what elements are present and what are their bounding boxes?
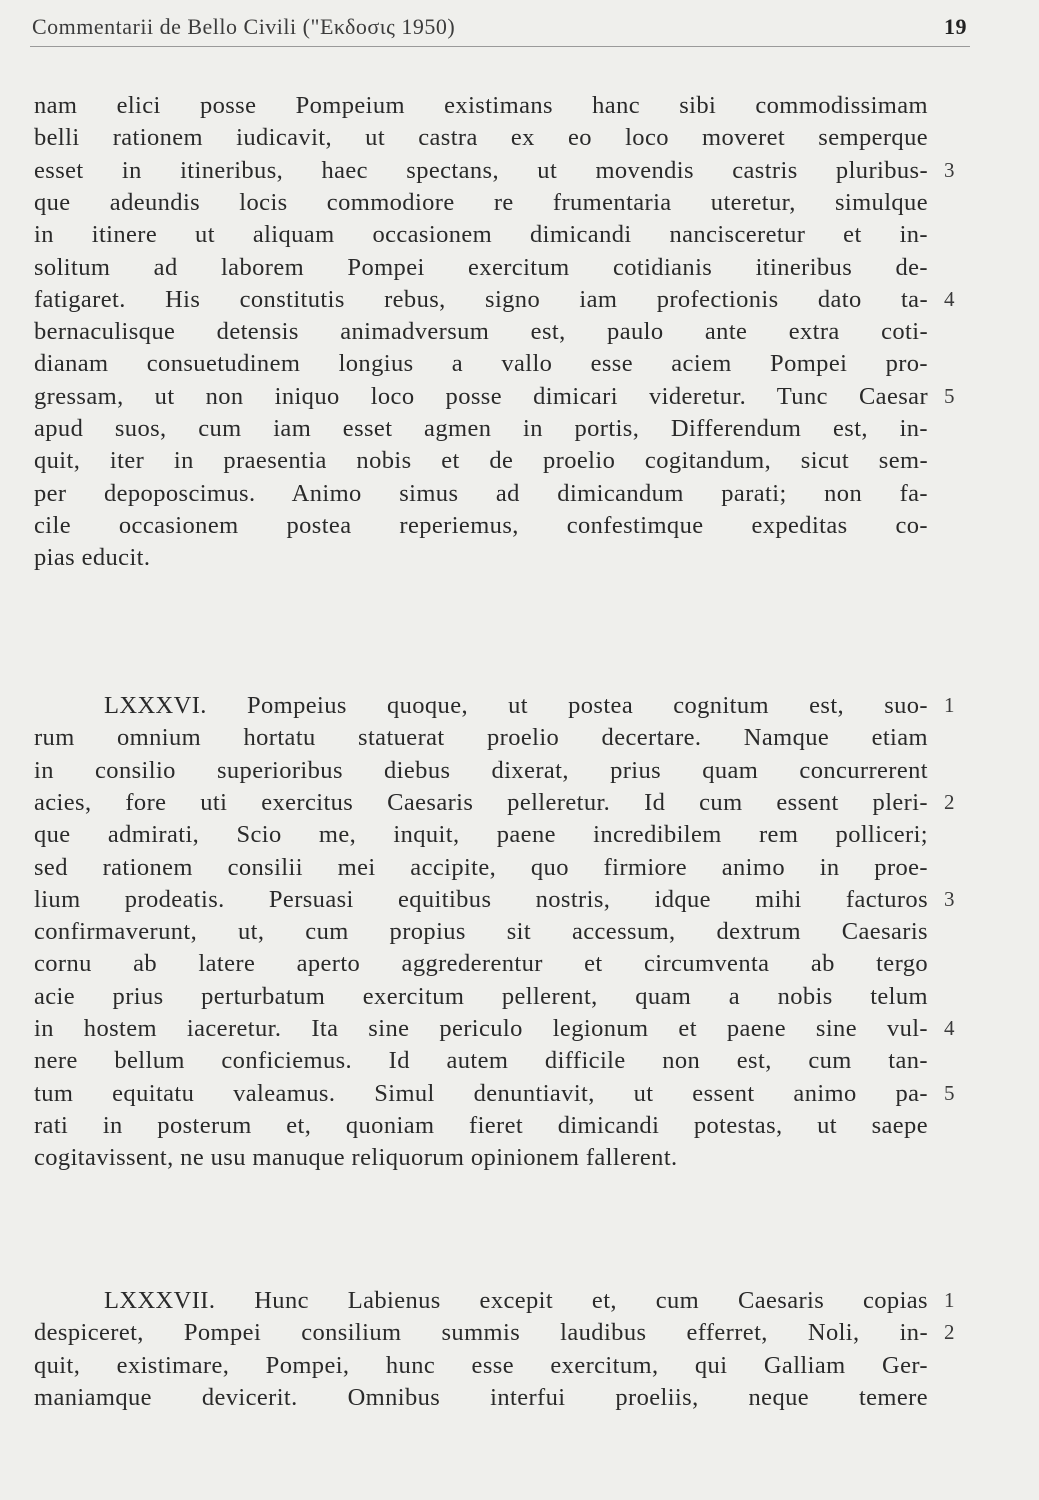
text-line: cogitavissent, ne usu manuque reliquorum opinionem fallerent. <box>34 1144 678 1172</box>
running-title: Commentarii de Bello Civili ("Εκδοσις 1950) <box>32 14 456 39</box>
text-line: maniamque devicerit. Omnibus interfui proeliis, neque temere <box>34 1383 928 1411</box>
text-line: LXXXVI. Pompeius quoque, ut postea cognitum est, suo- <box>104 692 928 719</box>
section-number: 4 <box>944 286 955 311</box>
section-number: 3 <box>944 886 955 911</box>
section-number: 1 <box>944 693 955 717</box>
text-line: rati in posterum et, quoniam fieret dimicandi potestas, ut saepe <box>34 1111 928 1139</box>
text-line: lium prodeatis. Persuasi equitibus nostris, idque mihi facturos <box>34 885 928 913</box>
text-line: in itinere ut aliquam occasionem dimicandi nancisceretur et in- <box>34 221 928 249</box>
text-line: bernaculisque detensis animadversum est, paulo ante extra coti- <box>34 318 928 346</box>
text-line: quit, iter in praesentia nobis et de proelio cogitandum, sicut sem- <box>34 447 928 475</box>
running-head <box>32 14 967 44</box>
text-line: que admirati, Scio me, inquit, paene incredibilem rem polliceri; <box>34 821 928 849</box>
section-number: 5 <box>944 383 955 408</box>
text-line: belli rationem iudicavit, ut castra ex eo loco moveret semperque <box>34 124 928 152</box>
page-number: 19 <box>944 14 967 39</box>
header-rule <box>30 46 970 47</box>
text-line: sed rationem consilii mei accipite, quo firmiore animo in proe- <box>34 853 928 881</box>
section-number: 2 <box>944 789 955 814</box>
text-line: cile occasionem postea reperiemus, confestimque expeditas co- <box>34 511 928 539</box>
section-number: 1 <box>944 1288 955 1312</box>
text-line: fatigaret. His constitutis rebus, signo iam profectionis dato ta- <box>34 285 928 313</box>
text-line: acies, fore uti exercitus Caesaris pelleretur. Id cum essent pleri- <box>34 788 928 816</box>
text-line: rum omnium hortatu statuerat proelio decertare. Namque etiam <box>34 724 928 752</box>
text-line: confirmaverunt, ut, cum propius sit accessum, dextrum Caesaris <box>34 918 928 946</box>
text-line: in hostem iaceretur. Ita sine periculo legionum et paene sine vul- <box>34 1015 928 1042</box>
text-line: gressam, ut non iniquo loco posse dimicari videretur. Tunc Caesar <box>34 382 928 410</box>
section-number: 3 <box>944 157 955 182</box>
text-line: solitum ad laborem Pompei exercitum cotidianis itineribus de- <box>34 253 928 281</box>
text-line: LXXXVII. Hunc Labienus excepit et, cum Caesaris copias <box>104 1287 928 1314</box>
text-line: in consilio superioribus diebus dixerat, prius quam concurrerent <box>34 756 928 784</box>
text-line: per depoposcimus. Animo simus ad dimicandum parati; non fa- <box>34 479 928 507</box>
text-line: tum equitatu valeamus. Simul denuntiavit, ut essent animo pa- <box>34 1079 928 1107</box>
text-line: quit, existimare, Pompei, hunc esse exercitum, qui Galliam Ger- <box>34 1351 928 1379</box>
text-line: dianam consuetudinem longius a vallo esse aciem Pompei pro- <box>34 350 928 378</box>
text-line: apud suos, cum iam esset agmen in portis, Differendum est, in- <box>34 415 928 442</box>
text-line: nere bellum conficiemus. Id autem difficile non est, cum tan- <box>34 1047 928 1075</box>
text-line: esset in itineribus, haec spectans, ut movendis castris pluribus- <box>34 156 928 184</box>
text-line: que adeundis locis commodiore re frumentaria uteretur, simulque <box>34 188 928 216</box>
text-line: pias educit. <box>34 544 151 572</box>
text-line: cornu ab latere aperto aggrederentur et circumventa ab tergo <box>34 950 928 978</box>
text-line: despiceret, Pompei consilium summis laudibus efferret, Noli, in- <box>34 1319 928 1347</box>
section-number: 5 <box>944 1080 955 1105</box>
section-number: 2 <box>944 1320 955 1345</box>
section-number: 4 <box>944 1016 955 1040</box>
text-line: acie prius perturbatum exercitum pellerent, quam a nobis telum <box>34 982 928 1010</box>
text-line: nam elici posse Pompeium existimans hanc sibi commodissimam <box>34 92 928 119</box>
